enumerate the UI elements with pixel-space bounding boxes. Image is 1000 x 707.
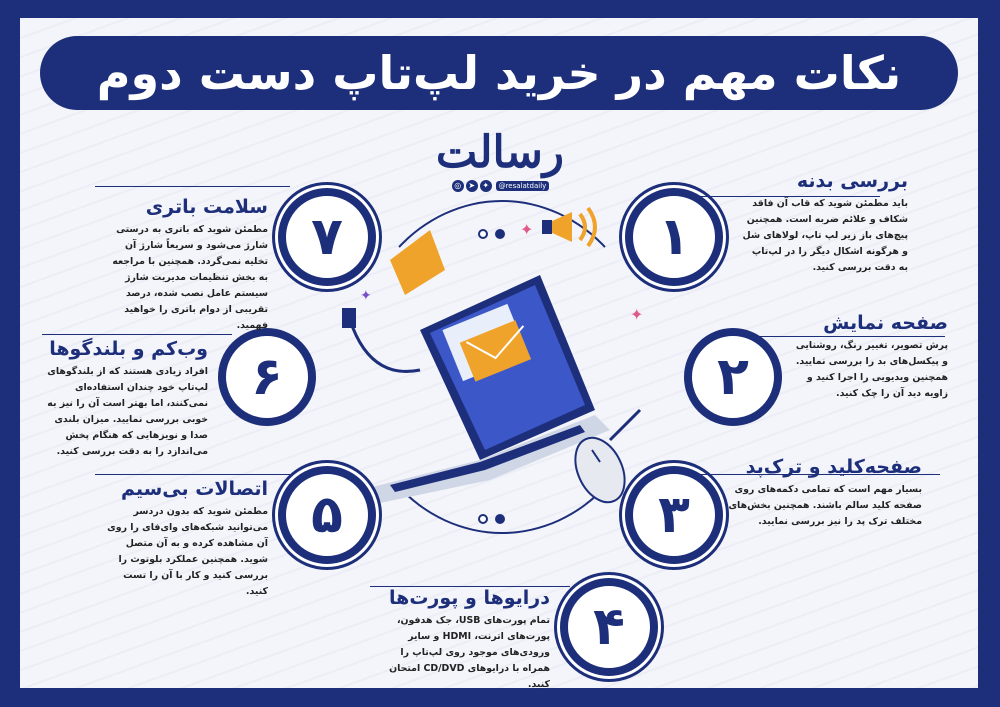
item-battery-check: [100, 196, 268, 334]
item-title: صفحه‌کلید و ترک‌پد: [745, 456, 922, 478]
item-title: اتصالات بی‌سیم: [120, 478, 268, 500]
item-text: افراد زیادی هستند که از بلندگوهای لپ‌تاپ خود چندان استفاده‌ای نمی‌کنند، اما بهتر است آن را نیز به خوبی بررسی نمایید. میزان بلندی صدا و نویزهایی که هنگام پخش می‌اندازد را به دقت بررسی کنید.: [47, 366, 208, 457]
number-badge-7: ۷: [278, 188, 376, 286]
number-badge-5: ۵: [278, 466, 376, 564]
item-webcam-check: [46, 338, 208, 460]
number-badge-4: ۴: [560, 578, 658, 676]
divider: [95, 186, 290, 187]
item-display-check: [788, 312, 948, 402]
twitter-icon: ✦: [480, 180, 492, 192]
item-wireless-check: [100, 478, 268, 600]
number-badge-6: ۶: [218, 328, 316, 426]
sparkle-icon: ✦: [520, 220, 534, 239]
number-badge-3: ۳: [625, 466, 723, 564]
speaker-icon: [542, 208, 595, 246]
item-ports-check: [370, 587, 550, 693]
laptop-illustration: [330, 200, 670, 520]
item-keyboard-check: [718, 456, 922, 530]
item-title: وب‌کم و بلندگوها: [49, 338, 208, 360]
logo: [420, 128, 580, 192]
item-text: مطمئن شوید که بدون دردسر می‌توانید شبکه‌های وای‌فای را روی آن مشاهده کرده و به آن متصل شوید. همچنین عملکرد بلوتوث را بررسی کنید و کار با آن را تست کنید.: [107, 506, 268, 597]
item-text: تمام پورت‌های USB، جک هدفون، پورت‌های اترنت، HDMI و سایر ورودی‌های موجود روی لپ‌تاپ را همراه با درایوهای CD/DVD امتحان کنید.: [389, 615, 550, 690]
item-text: مطمئن شوید که باتری به درستی شارژ می‌شود و سریعاً شارژ آن تخلیه نمی‌گردد. همچنین با مراجعه به بخش تنظیمات مدیریت شارژ سیستم عامل نصب شده، درصد تقریبی از دوام باتری را خواهید فهمید.: [112, 224, 268, 331]
number-badge-2: ۲: [684, 328, 782, 426]
envelope-card: [390, 230, 445, 295]
social-handle: @resalatdaily: [496, 181, 550, 191]
item-title: صفحه نمایش: [823, 312, 948, 334]
telegram-icon: ➤: [466, 180, 478, 192]
logo-name: رسالت: [435, 127, 565, 178]
item-title: بررسی بدنه: [796, 170, 908, 192]
sparkle-icon: ✦: [360, 288, 372, 304]
item-title: درایوها و پورت‌ها: [389, 587, 550, 609]
sparkle-icon: ✦: [630, 305, 644, 324]
number-badge-1: ۱: [625, 188, 723, 286]
item-title: سلامت باتری: [145, 196, 268, 218]
instagram-icon: ◎: [452, 180, 464, 192]
page-title: نکات مهم در خرید لپ‌تاپ دست دوم: [40, 36, 958, 110]
item-text: پرش تصویر، تغییر رنگ، روشنایی و پیکسل‌های بد را بررسی نمایید. همچنین ویدیویی را اجرا کنید و زاویه دید آن را چک کنید.: [795, 340, 948, 399]
social-row: [420, 180, 580, 192]
divider: [95, 474, 290, 475]
divider: [42, 334, 232, 335]
item-text: باید مطمئن شوید که قاب آن فاقد شکاف و علائم ضربه است. همچنین پیچ‌های باز زیر لپ تاپ، لولاهای شل و هرگونه اشکال دیگر را در لپ‌تاپ به دقت بررسی کنید.: [742, 198, 908, 273]
item-body-check: [742, 170, 908, 276]
item-text: بسیار مهم است که تمامی دکمه‌های روی صفحه کلید سالم باشند. همچنین بخش‌های مختلف ترک پد را نیز بررسی نمایید.: [728, 484, 922, 527]
